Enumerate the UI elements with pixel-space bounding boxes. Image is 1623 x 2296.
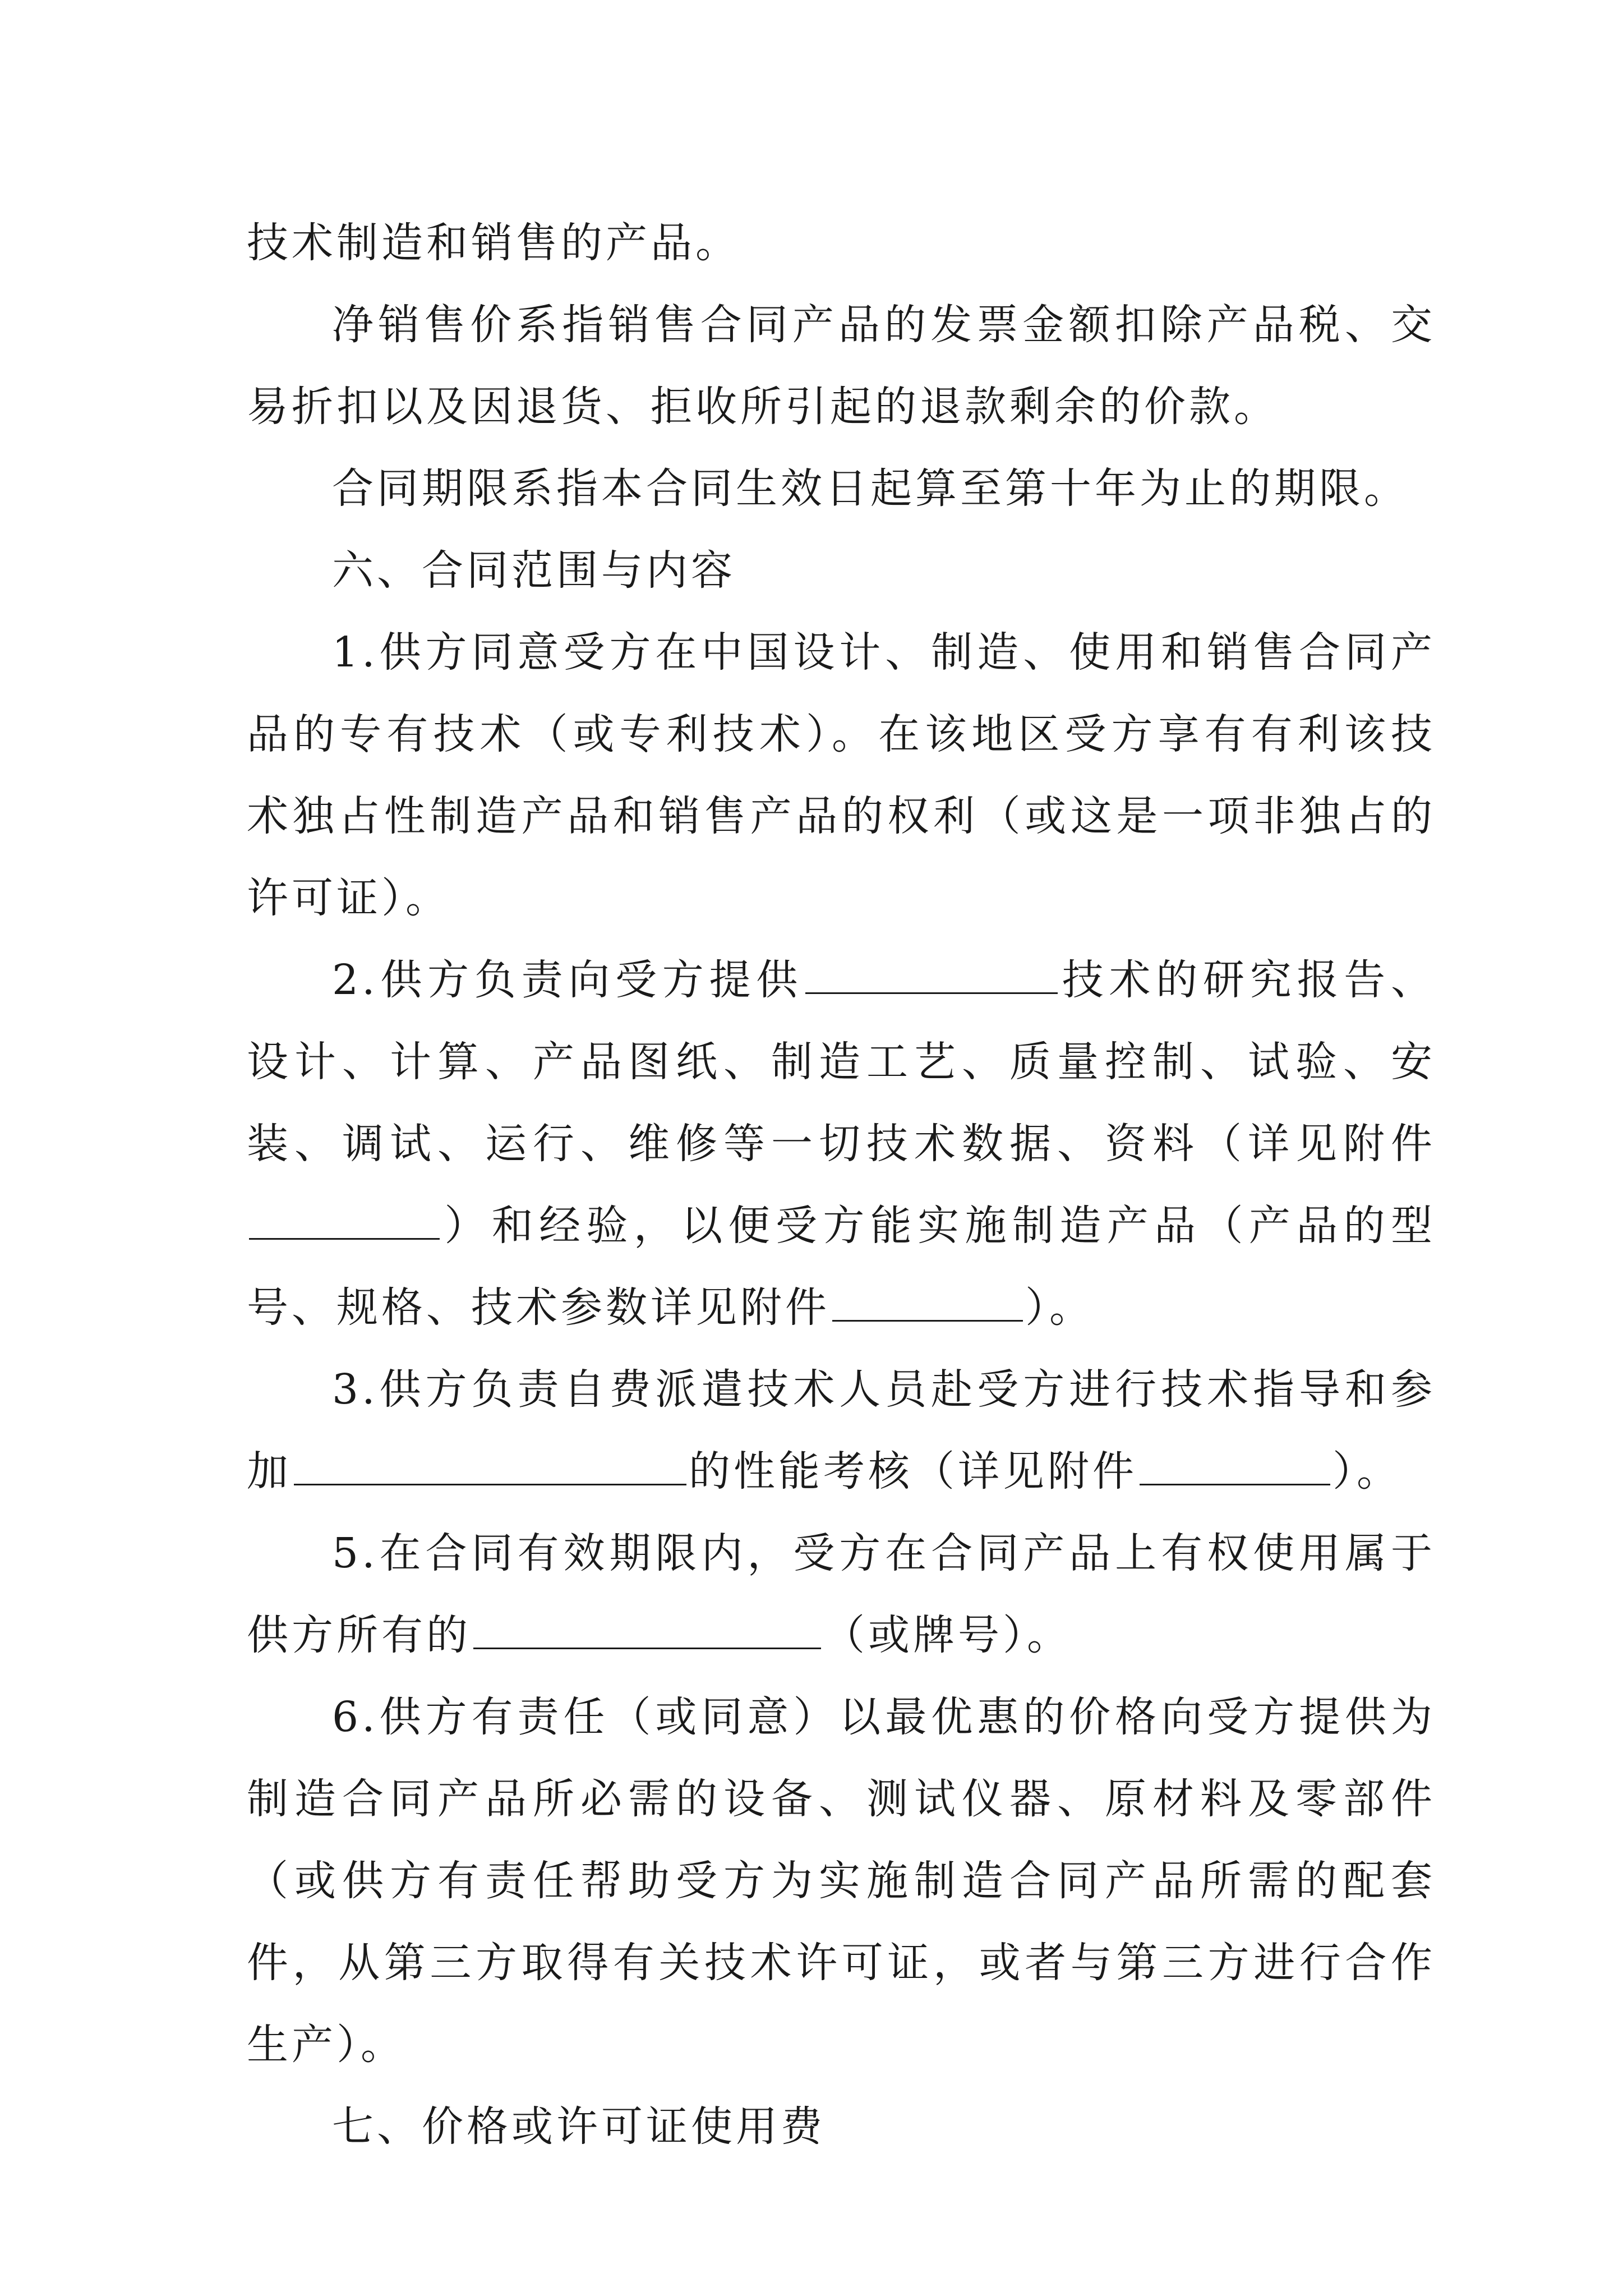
section-heading-scope bbox=[247, 530, 1436, 611]
clause-1-text: 1.供方同意受方在中国设计、制造、使用和销售合同产品的专有技术（或专利技术）。在该地区受方享有有利该技术独占性制造产品和销售产品的权利（或这是一项非独占的许可证）。 bbox=[247, 628, 1436, 922]
clause-3 bbox=[247, 1349, 1436, 1512]
clause-6 bbox=[247, 1676, 1436, 2086]
clause-2-text-c: ）和经验，以便受方能实施制造产品（产品的型号、规格、技术参数详见附件 bbox=[247, 1202, 1436, 1332]
heading-scope-text: 六、合同范围与内容 bbox=[332, 546, 736, 595]
blank-annex-test[interactable] bbox=[1140, 1444, 1330, 1485]
clause-3-text-b: 的性能考核（详见附件 bbox=[689, 1447, 1137, 1496]
clause-1 bbox=[247, 611, 1436, 939]
blank-trademark[interactable] bbox=[473, 1608, 821, 1649]
clause-2 bbox=[247, 939, 1436, 1349]
clause-2-text-d: ）。 bbox=[1025, 1283, 1094, 1332]
clause-3-text-c: ）。 bbox=[1332, 1447, 1401, 1496]
clause-5-text-a: 5.在合同有效期限内，受方在合同产品上有权使用属于供方所有的 bbox=[247, 1529, 1436, 1659]
blank-performance-test[interactable] bbox=[294, 1444, 686, 1485]
document-body bbox=[247, 202, 1436, 2168]
clause-5 bbox=[247, 1512, 1436, 1676]
blank-technology-name[interactable] bbox=[805, 953, 1058, 994]
clause-2-text-a: 2.供方负责向受方提供 bbox=[332, 956, 804, 1004]
blank-annex-data[interactable] bbox=[249, 1199, 440, 1240]
paragraph-contract-term bbox=[247, 448, 1436, 530]
paragraph-product-definition bbox=[247, 202, 1436, 284]
clause-5-text-b: （或牌号）。 bbox=[823, 1611, 1072, 1659]
text-contract-term: 合同期限系指本合同生效日起算至第十年为止的期限。 bbox=[332, 464, 1409, 513]
paragraph-net-sales-price bbox=[247, 284, 1436, 448]
text-product-definition: 技术制造和销售的产品。 bbox=[247, 219, 740, 267]
text-net-sales-price: 净销售价系指销售合同产品的发票金额扣除产品税、交易折扣以及因退货、拒收所引起的退款剩余的价款。 bbox=[247, 301, 1436, 431]
clause-2-text-b: 技术的研究报告、设计、计算、产品图纸、制造工艺、质量控制、试验、安装、调试、运行、维修等一切技术数据、资料（详见附件 bbox=[247, 956, 1436, 1168]
heading-price-text: 七、价格或许可证使用费 bbox=[332, 2102, 826, 2151]
clause-3-text-a: 3.供方负责自费派遣技术人员赴受方进行技术指导和参加 bbox=[247, 1365, 1436, 1496]
clause-6-text: 6.供方有责任（或同意）以最优惠的价格向受方提供为制造合同产品所必需的设备、测试仪器、原材料及零部件（或供方有责任帮助受方为实施制造合同产品所需的配套件，从第三方取得有关技术许可证，或者与第三方进行合作生产）。 bbox=[247, 1693, 1436, 2069]
blank-annex-specs[interactable] bbox=[832, 1281, 1023, 1322]
section-heading-price bbox=[247, 2086, 1436, 2168]
